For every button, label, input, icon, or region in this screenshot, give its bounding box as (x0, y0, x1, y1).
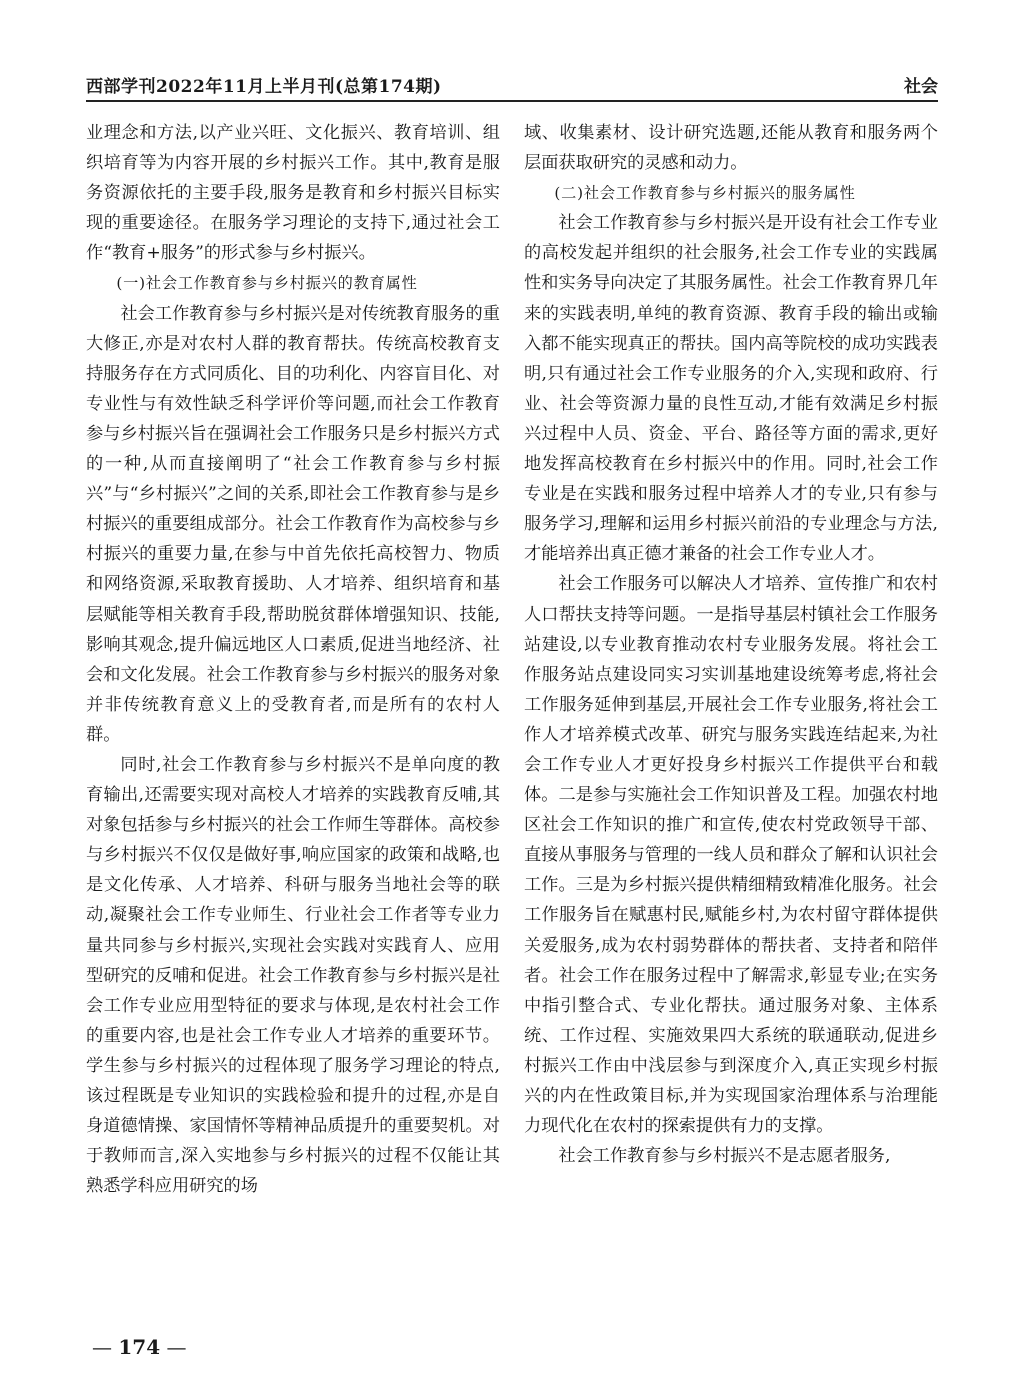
page-number: 174 (118, 1335, 161, 1359)
page-header (86, 66, 938, 102)
journal-title: 西部学刊2022年11月上半月刊(总第174期) (86, 77, 442, 97)
footer-dash-left: — (92, 1335, 119, 1359)
right-column (524, 118, 938, 1171)
paragraph: 域、收集素材、设计研究选题,还能从教育和服务两个层面获取研究的灵感和动力。 (524, 123, 938, 174)
subheading: (一)社会工作教育参与乡村振兴的教育属性 (116, 274, 418, 293)
subheading: (二)社会工作教育参与乡村振兴的服务属性 (554, 184, 856, 203)
footer-dash-right: — (160, 1335, 187, 1359)
paragraph: 业理念和方法,以产业兴旺、文化振兴、教育培训、组织培育等为内容开展的乡村振兴工作。其中,教育是服务资源依托的主要手段,服务是教育和乡村振兴目标实现的重要途径。在服务学习理论的支持下,通过社会工作“教育+服务”的形式参与乡村振兴。 (86, 123, 500, 264)
section-label: 社会 (904, 77, 938, 97)
paragraph: 社会工作服务可以解决人才培养、宣传推广和农村人口帮扶支持等问题。一是指导基层村镇社会工作服务站建设,以专业教育推动农村专业服务发展。将社会工作服务站点建设同实习实训基地建设统筹考虑,将社会工作服务延伸到基层,开展社会工作专业服务,将社会工作人才培养模式改革、研究与服务实践连结起来,为社会工作专业人才更好投身乡村振兴工作提供平台和载体。二是参与实施社会工作知识普及工程。加强农村地区社会工作知识的推广和宣传,使农村党政领导干部、直接从事服务与管理的一线人员和群众了解和认识社会工作。三是为乡村振兴提供精细精致精准化服务。社会工作服务旨在赋惠村民,赋能乡村,为农村留守群体提供关爱服务,成为农村弱势群体的帮扶者、支持者和陪伴者。社会工作在服务过程中了解需求,彰显专业;在实务中指引整合式、专业化帮扶。通过服务对象、主体系统、工作过程、实施效果四大系统的联通联动,促进乡村振兴工作由中浅层参与到深度介入,真正实现乡村振兴的内在性政策目标,并为实现国家治理体系与治理能力现代化在农村的探索提供有力的支撑。 (524, 574, 938, 1137)
paragraph: 社会工作教育参与乡村振兴是对传统教育服务的重大修正,亦是对农村人群的教育帮扶。传统高校教育支持服务存在方式同质化、目的功利化、内容盲目化、对专业性与有效性缺乏科学评价等问题,而社会工作教育参与乡村振兴旨在强调社会工作服务只是乡村振兴方式的一种,从而直接阐明了“社会工作教育参与乡村振兴”与“乡村振兴”之间的关系,即社会工作教育参与是乡村振兴的重要组成部分。社会工作教育作为高校参与乡村振兴的重要力量,在参与中首先依托高校智力、物质和网络资源,采取教育援助、人才培养、组织培育和基层赋能等相关教育手段,帮助脱贫群体增强知识、技能,影响其观念,提升偏远地区人口素质,促进当地经济、社会和文化发展。社会工作教育参与乡村振兴的服务对象并非传统教育意义上的受教育者,而是所有的农村人群。 (86, 303, 500, 745)
page-footer (92, 1335, 186, 1359)
paragraph: 社会工作教育参与乡村振兴不是志愿者服务, (558, 1146, 891, 1167)
paragraph: 社会工作教育参与乡村振兴是开设有社会工作专业的高校发起并组织的社会服务,社会工作专业的实践属性和实务导向决定了其服务属性。社会工作教育界几年来的实践表明,单纯的教育资源、教育手段的输出或输入都不能实现真正的帮扶。国内高等院校的成功实践表明,只有通过社会工作专业服务的介入,实现和政府、行业、社会等资源力量的良性互动,才能有效满足乡村振兴过程中人员、资金、平台、路径等方面的需求,更好地发挥高校教育在乡村振兴中的作用。同时,社会工作专业是在实践和服务过程中培养人才的专业,只有参与服务学习,理解和运用乡村振兴前沿的专业理念与方法,才能培养出真正德才兼备的社会工作专业人才。 (524, 213, 938, 565)
paragraph: 同时,社会工作教育参与乡村振兴不是单向度的教育输出,还需要实现对高校人才培养的实践教育反哺,其对象包括参与乡村振兴的社会工作师生等群体。高校参与乡村振兴不仅仅是做好事,响应国家的政策和战略,也是文化传承、人才培养、科研与服务当地社会等的联动,凝聚社会工作专业师生、行业社会工作者等专业力量共同参与乡村振兴,实现社会实践对实践育人、应用型研究的反哺和促进。社会工作教育参与乡村振兴是社会工作专业应用型特征的要求与体现,是农村社会工作的重要内容,也是社会工作专业人才培养的重要环节。学生参与乡村振兴的过程体现了服务学习理论的特点,该过程既是专业知识的实践检验和提升的过程,亦是自身道德情操、家国情怀等精神品质提升的重要契机。对于教师而言,深入实地参与乡村振兴的过程不仅能让其熟悉学科应用研究的场 (86, 754, 500, 1197)
left-column (86, 118, 500, 1201)
